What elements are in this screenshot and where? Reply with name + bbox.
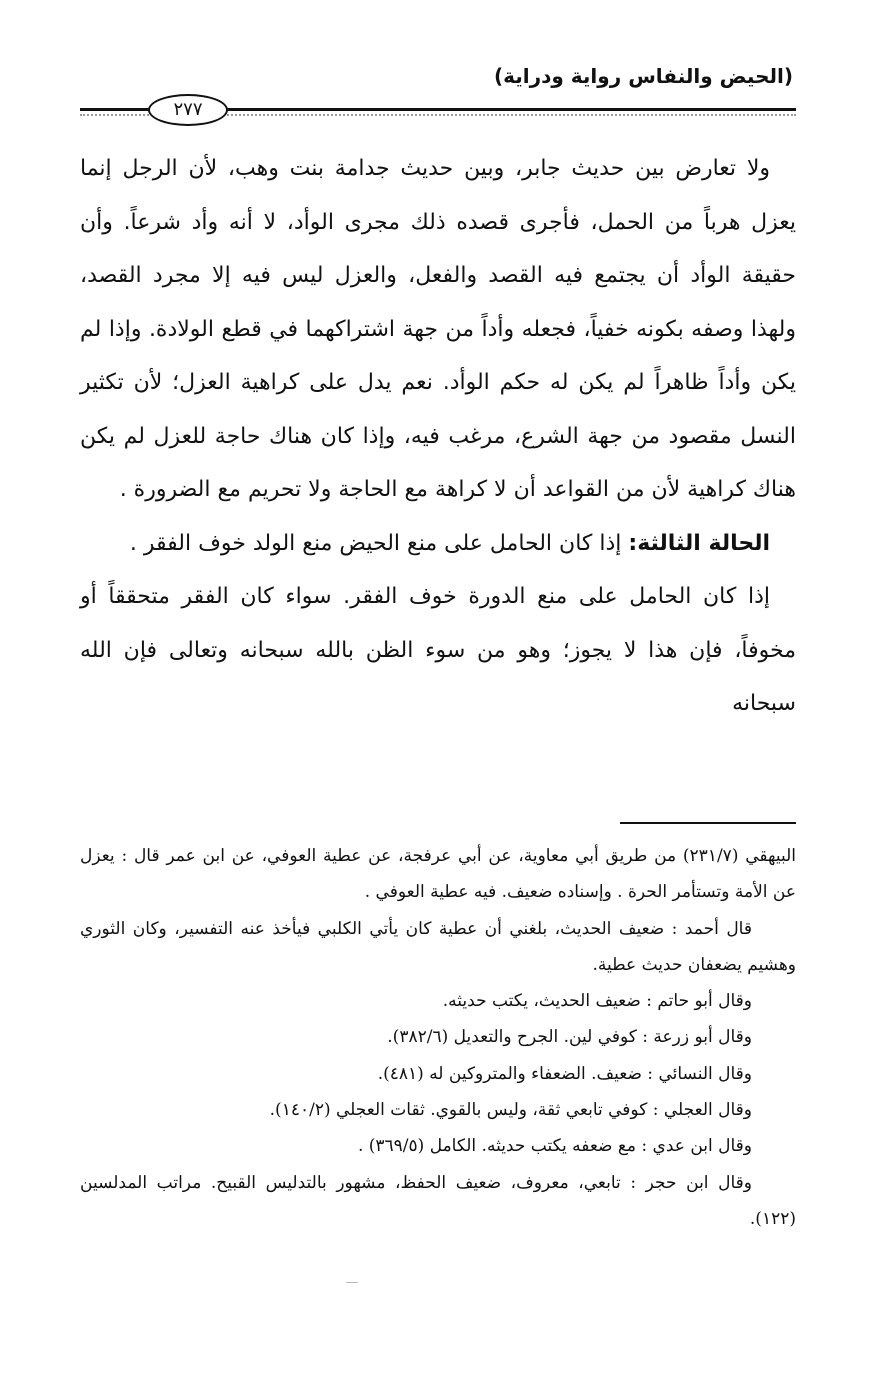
footnotes xyxy=(80,838,796,1237)
paragraph-no-conflict: ولا تعارض بين حديث جابر، وبين حديث جدامة بنت وهب، لأن الرجل إنما يعزل هرباً من الحمل، فأجرى قصده ذلك مجرى الوأد، لا أنه وأد شرعاً. وأن حقيقة الوأد أن يجتمع فيه القصد والفعل، والعزل ليس فيه إلا مجرد القصد، ولهذا وصفه بكونه خفياً، فجعله وأداً من جهة اشتراكهما في قطع الولادة. وإذا لم يكن وأداً ظاهراً لم يكن له حكم الوأد. نعم يدل على كراهية العزل؛ لأن تكثير النسل مقصود من جهة الشرع، مرغب فيه، وإذا كان هناك حاجة للعزل لم يكن هناك كراهية لأن من القواعد أن لا كراهة مع الحاجة ولا تحريم مع الضرورة . xyxy=(80,156,796,502)
footnote-separator xyxy=(620,822,796,824)
footnote-ijli: وقال العجلي : كوفي تابعي ثقة، وليس بالقوي. ثقات العجلي (١٤٠/٢). xyxy=(269,1100,752,1121)
footnote-bayhaqi: البيهقي (٢٣١/٧) من طريق أبي معاوية، عن أبي عرفجة، عن عطية العوفي، عن ابن عمر قال : يعزل عن الأمة وتستأمر الحرة . وإسناده ضعيف. فيه عطية العوفي . xyxy=(80,846,796,903)
footnote-ibn-hajar: وقال ابن حجر : تابعي، معروف، ضعيف الحفظ، مشهور بالتدليس القبيح. مراتب المدلسين (١٢٢). xyxy=(80,1172,796,1229)
case-three-label: الحالة الثالثة: xyxy=(628,530,770,556)
footnote-ahmad: قال أحمد : ضعيف الحديث، بلغني أن عطية كان يأتي الكلبي فيأخذ عنه التفسير، وكان الثوري وهشيم يضعفان حديث عطية. xyxy=(80,918,796,975)
footnote-abu-zurah: وقال أبو زرعة : كوفي لين. الجرح والتعديل (٣٨٢/٦). xyxy=(387,1027,752,1048)
page-number: ٢٧٧ xyxy=(148,94,228,126)
case-three-text: إذا كان الحامل على منع الحيض منع الولد خوف الفقر . xyxy=(129,530,629,556)
scan-mark xyxy=(346,1282,358,1283)
case-three-heading xyxy=(80,517,796,571)
running-title: (الحيض والنفاس رواية ودراية) xyxy=(493,64,793,88)
footnote-nasai: وقال النسائي : ضعيف. الضعفاء والمتروكين له (٤٨١). xyxy=(377,1063,752,1084)
main-text xyxy=(80,142,796,731)
footnote-ibn-adi: وقال ابن عدي : مع ضعفه يكتب حديثه. الكامل (٣٦٩/٥) . xyxy=(357,1136,752,1157)
footnote-abu-hatim: وقال أبو حاتم : ضعيف الحديث، يكتب حديثه. xyxy=(442,991,752,1012)
paragraph-fear-of-poverty: إذا كان الحامل على منع الدورة خوف الفقر. سواء كان الفقر متحققاً أو مخوفاً، فإن هذا لا يجوز؛ وهو من سوء الظن بالله سبحانه وتعالى فإن الله سبحانه xyxy=(80,584,796,716)
